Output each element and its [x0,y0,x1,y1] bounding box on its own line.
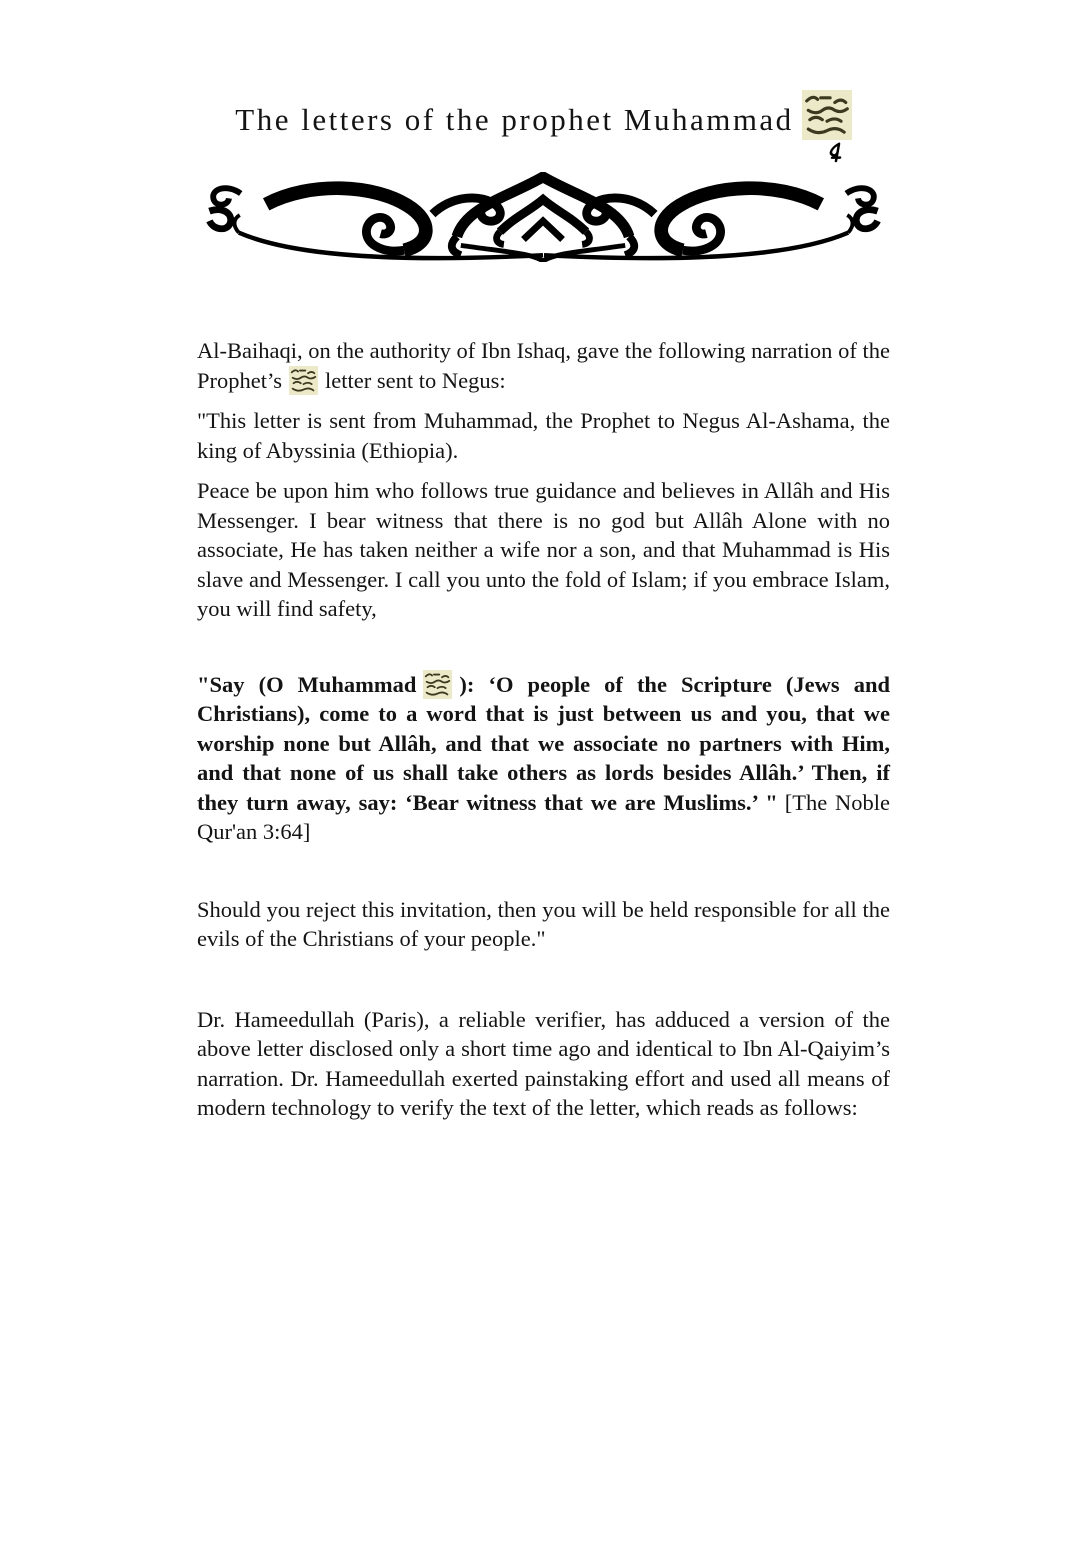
paragraph-narration-intro [197,336,890,395]
title-row [197,0,890,160]
page-title: The letters of the prophet Muhammad [235,102,794,137]
calligraphic-mark-icon [828,141,844,165]
paragraph-letter-opening: "This letter is sent from Muhammad, the Prophet to Negus Al-Ashama, the king of Abyssinia (Ethiopia). [197,408,890,463]
quote-bold-before: "Say (O Muhammad [197,671,417,697]
paragraph-warning: Should you reject this invitation, then you will be held responsible for all the evils of the Christians of your people." [197,896,890,951]
paragraph-hameedullah: Dr. Hameedullah (Paris), a reliable verifier, has adduced a version of the above letter disclosed only a short time ago and identical to Ibn Al-Qaiyim’s narration. Dr. Hameedullah exerted painstaking effort and used all means of modern technology to verify the text of the letter, which reads as follows: [197,1006,890,1120]
paragraph-quran-quote [197,670,890,847]
para1-before: Al-Baihaqi, on the authority of Ibn Ishaq, gave the following narration of the Prophet’s [197,338,890,393]
quote-reference: [The Noble Qur'an 3:64] [197,789,890,844]
body-text [197,336,890,1123]
title-seal-wrap [802,90,852,165]
page-content [197,0,890,1123]
para1-after: letter sent to Negus: [325,367,506,393]
pbuh-seal-icon [802,90,852,140]
paragraph-letter-body: Peace be upon him who follows true guidance and believes in Allâh and His Messenger. I bear witness that there is no god but Allâh Alone with no associate, He has taken neither a wife nor a son, and that Muhammad is His slave and Messenger. I call you unto the fold of Islam; if you embrace Islam, you will find safety, [197,478,890,621]
quote-bold-after: ): ‘O people of the Scripture (Jews and Christians), come to a word that is just between us and you, that we worship none but Allâh, and that we associate no partners with Him, and that none of us shall take others as lords besides Allâh.’ Then, if they turn away, say: ‘Bear witness that we are Muslims.’ " [197,671,890,815]
ornamental-flourish-divider [197,172,890,262]
pbuh-seal-icon [423,670,452,699]
pbuh-seal-icon [289,366,318,395]
